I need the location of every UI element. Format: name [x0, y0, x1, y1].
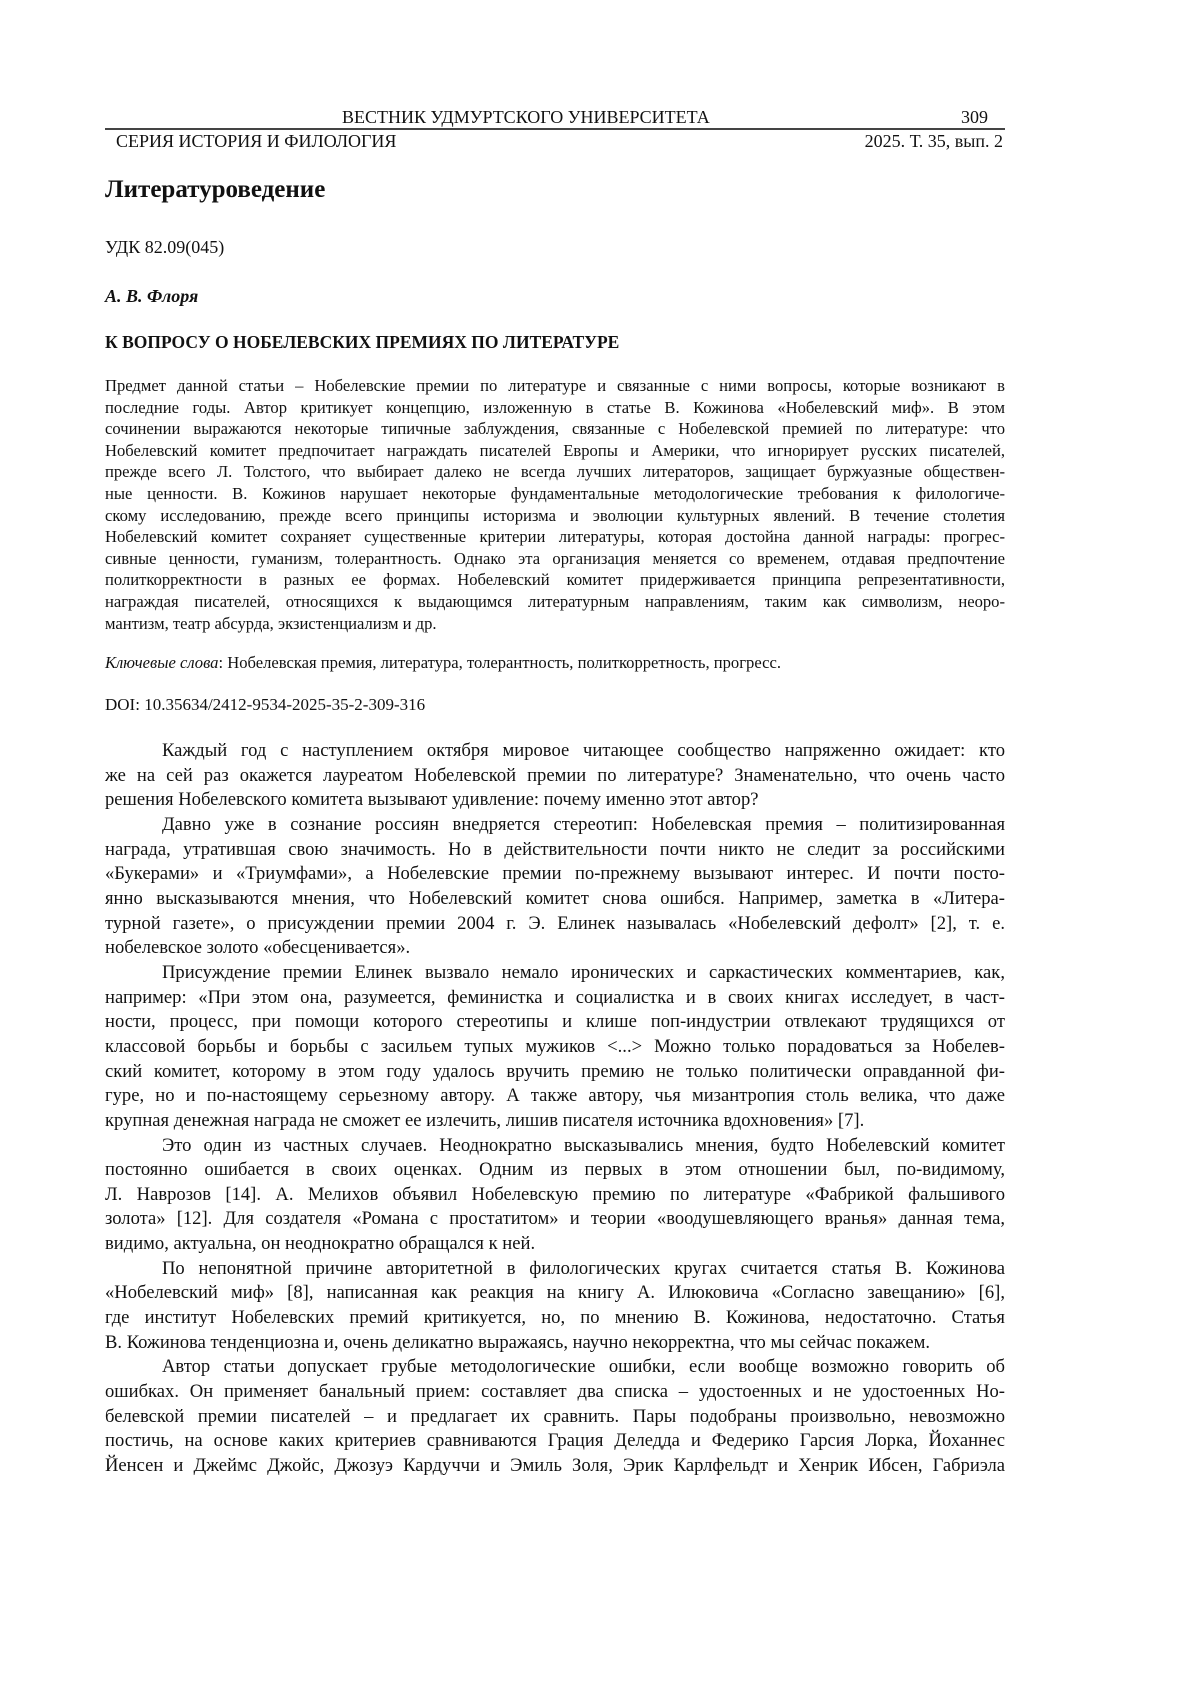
paragraph — [105, 1257, 1005, 1356]
paragraph-line: постоянно ошибается в своих оценках. Одним из первых в этом отношении был, по-видимому, — [105, 1158, 1005, 1183]
paragraph-line: видимо, актуальна, он неоднократно обращался к ней. — [105, 1232, 1005, 1257]
author-name: А. В. Флоря — [105, 286, 198, 307]
paragraph-line: турной газете», о присуждении премии 2004 г. Э. Елинек называлась «Нобелевский дефолт» [2], т. е. — [105, 912, 1005, 937]
keywords — [105, 653, 781, 673]
series-name: СЕРИЯ ИСТОРИЯ И ФИЛОЛОГИЯ — [116, 131, 396, 151]
article-body — [105, 739, 1005, 1479]
paragraph-line: Давно уже в сознание россиян внедряется стереотип: Нобелевская премия – политизированная — [105, 813, 1005, 838]
keywords-label: Ключевые слова — [105, 653, 218, 672]
paragraph-line: нобелевское золото «обесценивается». — [105, 936, 1005, 961]
abstract-line: последние годы. Автор критикует концепцию, изложенную в статье В. Кожинова «Нобелевский миф». В этом — [105, 397, 1005, 419]
paragraph-line: Йенсен и Джеймс Джойс, Джозуэ Кардуччи и Эмиль Золя, Эрик Карлфельдт и Хенрик Ибсен, Габриэла — [105, 1454, 1005, 1479]
paragraph-line: ский комитет, которому в этом году удалось вручить премию не только политически оправданной фи- — [105, 1060, 1005, 1085]
paragraph-line: Каждый год с наступлением октября мировое читающее сообщество напряженно ожидает: кто — [105, 739, 1005, 764]
paragraph-line: классовой борьбы и борьбы с засильем тупых мужиков <...> Можно только порадоваться за Нобелев- — [105, 1035, 1005, 1060]
page-number: 309 — [961, 107, 988, 127]
paragraph-line: золота» [12]. Для создателя «Романа с простатитом» и теории «воодушевляющего вранья» данная тема, — [105, 1207, 1005, 1232]
paragraph-line: где институт Нобелевских премий критикуется, но, по мнению В. Кожинова, недостаточно. Статья — [105, 1306, 1005, 1331]
paragraph-line: постичь, на основе каких критериев сравниваются Грация Деледда и Федерико Гарсия Лорка, Йоханнес — [105, 1429, 1005, 1454]
abstract-line: политкорректности в разных ее формах. Нобелевский комитет придерживается принципа репрезентативности, — [105, 569, 1005, 591]
paragraph-line: «Нобелевский миф» [8], написанная как реакция на книгу А. Илюковича «Согласно завещанию» [6], — [105, 1281, 1005, 1306]
paragraph-line: Присуждение премии Елинек вызвало немало иронических и саркастических комментариев, как, — [105, 961, 1005, 986]
abstract-line: Предмет данной статьи – Нобелевские премии по литературе и связанные с ними вопросы, которые возникают в — [105, 375, 1005, 397]
issue-info: 2025. Т. 35, вып. 2 — [865, 131, 1003, 151]
doi: DOI: 10.35634/2412-9534-2025-35-2-309-316 — [105, 695, 425, 715]
paragraph-line: По непонятной причине авторитетной в филологических кругах считается статья В. Кожинова — [105, 1257, 1005, 1282]
abstract — [105, 375, 1005, 634]
paragraph — [105, 1134, 1005, 1257]
paragraph-line: В. Кожинова тенденциозна и, очень деликатно выражаясь, научно некорректна, что мы сейчас покажем. — [105, 1331, 1005, 1356]
article-title: К ВОПРОСУ О НОБЕЛЕВСКИХ ПРЕМИЯХ ПО ЛИТЕРАТУРЕ — [105, 332, 619, 353]
paragraph-line: белевской премии писателей – и предлагает их сравнить. Пары подобраны произвольно, невозможно — [105, 1405, 1005, 1430]
paragraph-line: же на сей раз окажется лауреатом Нобелевской премии по литературе? Знаменательно, что очень часто — [105, 764, 1005, 789]
abstract-line: сивные ценности, гуманизм, толерантность. Однако эта организация меняется со временем, отдавая предпочтение — [105, 548, 1005, 570]
paragraph-line: «Букерами» и «Триумфами», а Нобелевские премии по-прежнему вызывают интерес. И почти посто- — [105, 862, 1005, 887]
journal-title: ВЕСТНИК УДМУРТСКОГО УНИВЕРСИТЕТА — [342, 107, 710, 127]
paragraph-line: крупная денежная награда не сможет ее излечить, лишив писателя источника вдохновения» [7]. — [105, 1109, 1005, 1134]
keywords-list: : Нобелевская премия, литература, толерантность, политкорретность, прогресс. — [218, 653, 781, 672]
abstract-line: ные ценности. В. Кожинов нарушает некоторые фундаментальные методологические требования к филологиче- — [105, 483, 1005, 505]
abstract-line: Нобелевский комитет сохраняет существенные критерии литературы, которая достойна данной награды: прогрес- — [105, 526, 1005, 548]
paragraph-line: Автор статьи допускает грубые методологические ошибки, если вообще возможно говорить об — [105, 1355, 1005, 1380]
abstract-line: прежде всего Л. Толстого, что выбирает далеко не всегда лучших литераторов, защищает буржуазные обществен- — [105, 461, 1005, 483]
paragraph-line: гуре, но и по-настоящему серьезному автору. А также автору, чья мизантропия столь велика, что даже — [105, 1084, 1005, 1109]
paragraph-line: ошибках. Он применяет банальный прием: составляет два списка – удостоенных и не удостоенных Но- — [105, 1380, 1005, 1405]
paragraph — [105, 961, 1005, 1134]
paragraph-line: янно высказываются мнения, что Нобелевский комитет снова ошибся. Например, заметка в «Литера- — [105, 887, 1005, 912]
paragraph — [105, 739, 1005, 813]
udc-code: УДК 82.09(045) — [105, 237, 224, 258]
paragraph — [105, 813, 1005, 961]
paragraph-line: Это один из частных случаев. Неоднократно высказывались мнения, будто Нобелевский комитет — [105, 1134, 1005, 1159]
paragraph-line: решения Нобелевского комитета вызывают удивление: почему именно этот автор? — [105, 788, 1005, 813]
paragraph-line: награда, утратившая свою значимость. Но в действительности почти никто не следит за российскими — [105, 838, 1005, 863]
abstract-line: мантизм, театр абсурда, экзистенциализм и др. — [105, 613, 1005, 635]
abstract-line: Нобелевский комитет предпочитает награждать писателей Европы и Америки, что игнорирует русских писателей, — [105, 440, 1005, 462]
abstract-line: скому исследованию, прежде всего принципы историзма и эволюции культурных явлений. В течение столетия — [105, 505, 1005, 527]
paragraph-line: Л. Наврозов [14]. А. Мелихов объявил Нобелевскую премию по литературе «Фабрикой фальшивого — [105, 1183, 1005, 1208]
section-heading: Литературоведение — [105, 176, 325, 204]
paragraph-line: ности, процесс, при помощи которого стереотипы и клише поп-индустрии отвлекают трудящихся от — [105, 1010, 1005, 1035]
abstract-line: награждая писателей, относящихся к выдающимся литературным направлениям, таким как символизм, неоро- — [105, 591, 1005, 613]
header-rule — [105, 128, 1005, 130]
paragraph — [105, 1355, 1005, 1478]
paragraph-line: например: «При этом она, разумеется, феминистка и социалистка и в своих книгах исследует, в част- — [105, 986, 1005, 1011]
abstract-line: сочинении выражаются некоторые типичные заблуждения, связанные с Нобелевской премией по литературе: что — [105, 418, 1005, 440]
